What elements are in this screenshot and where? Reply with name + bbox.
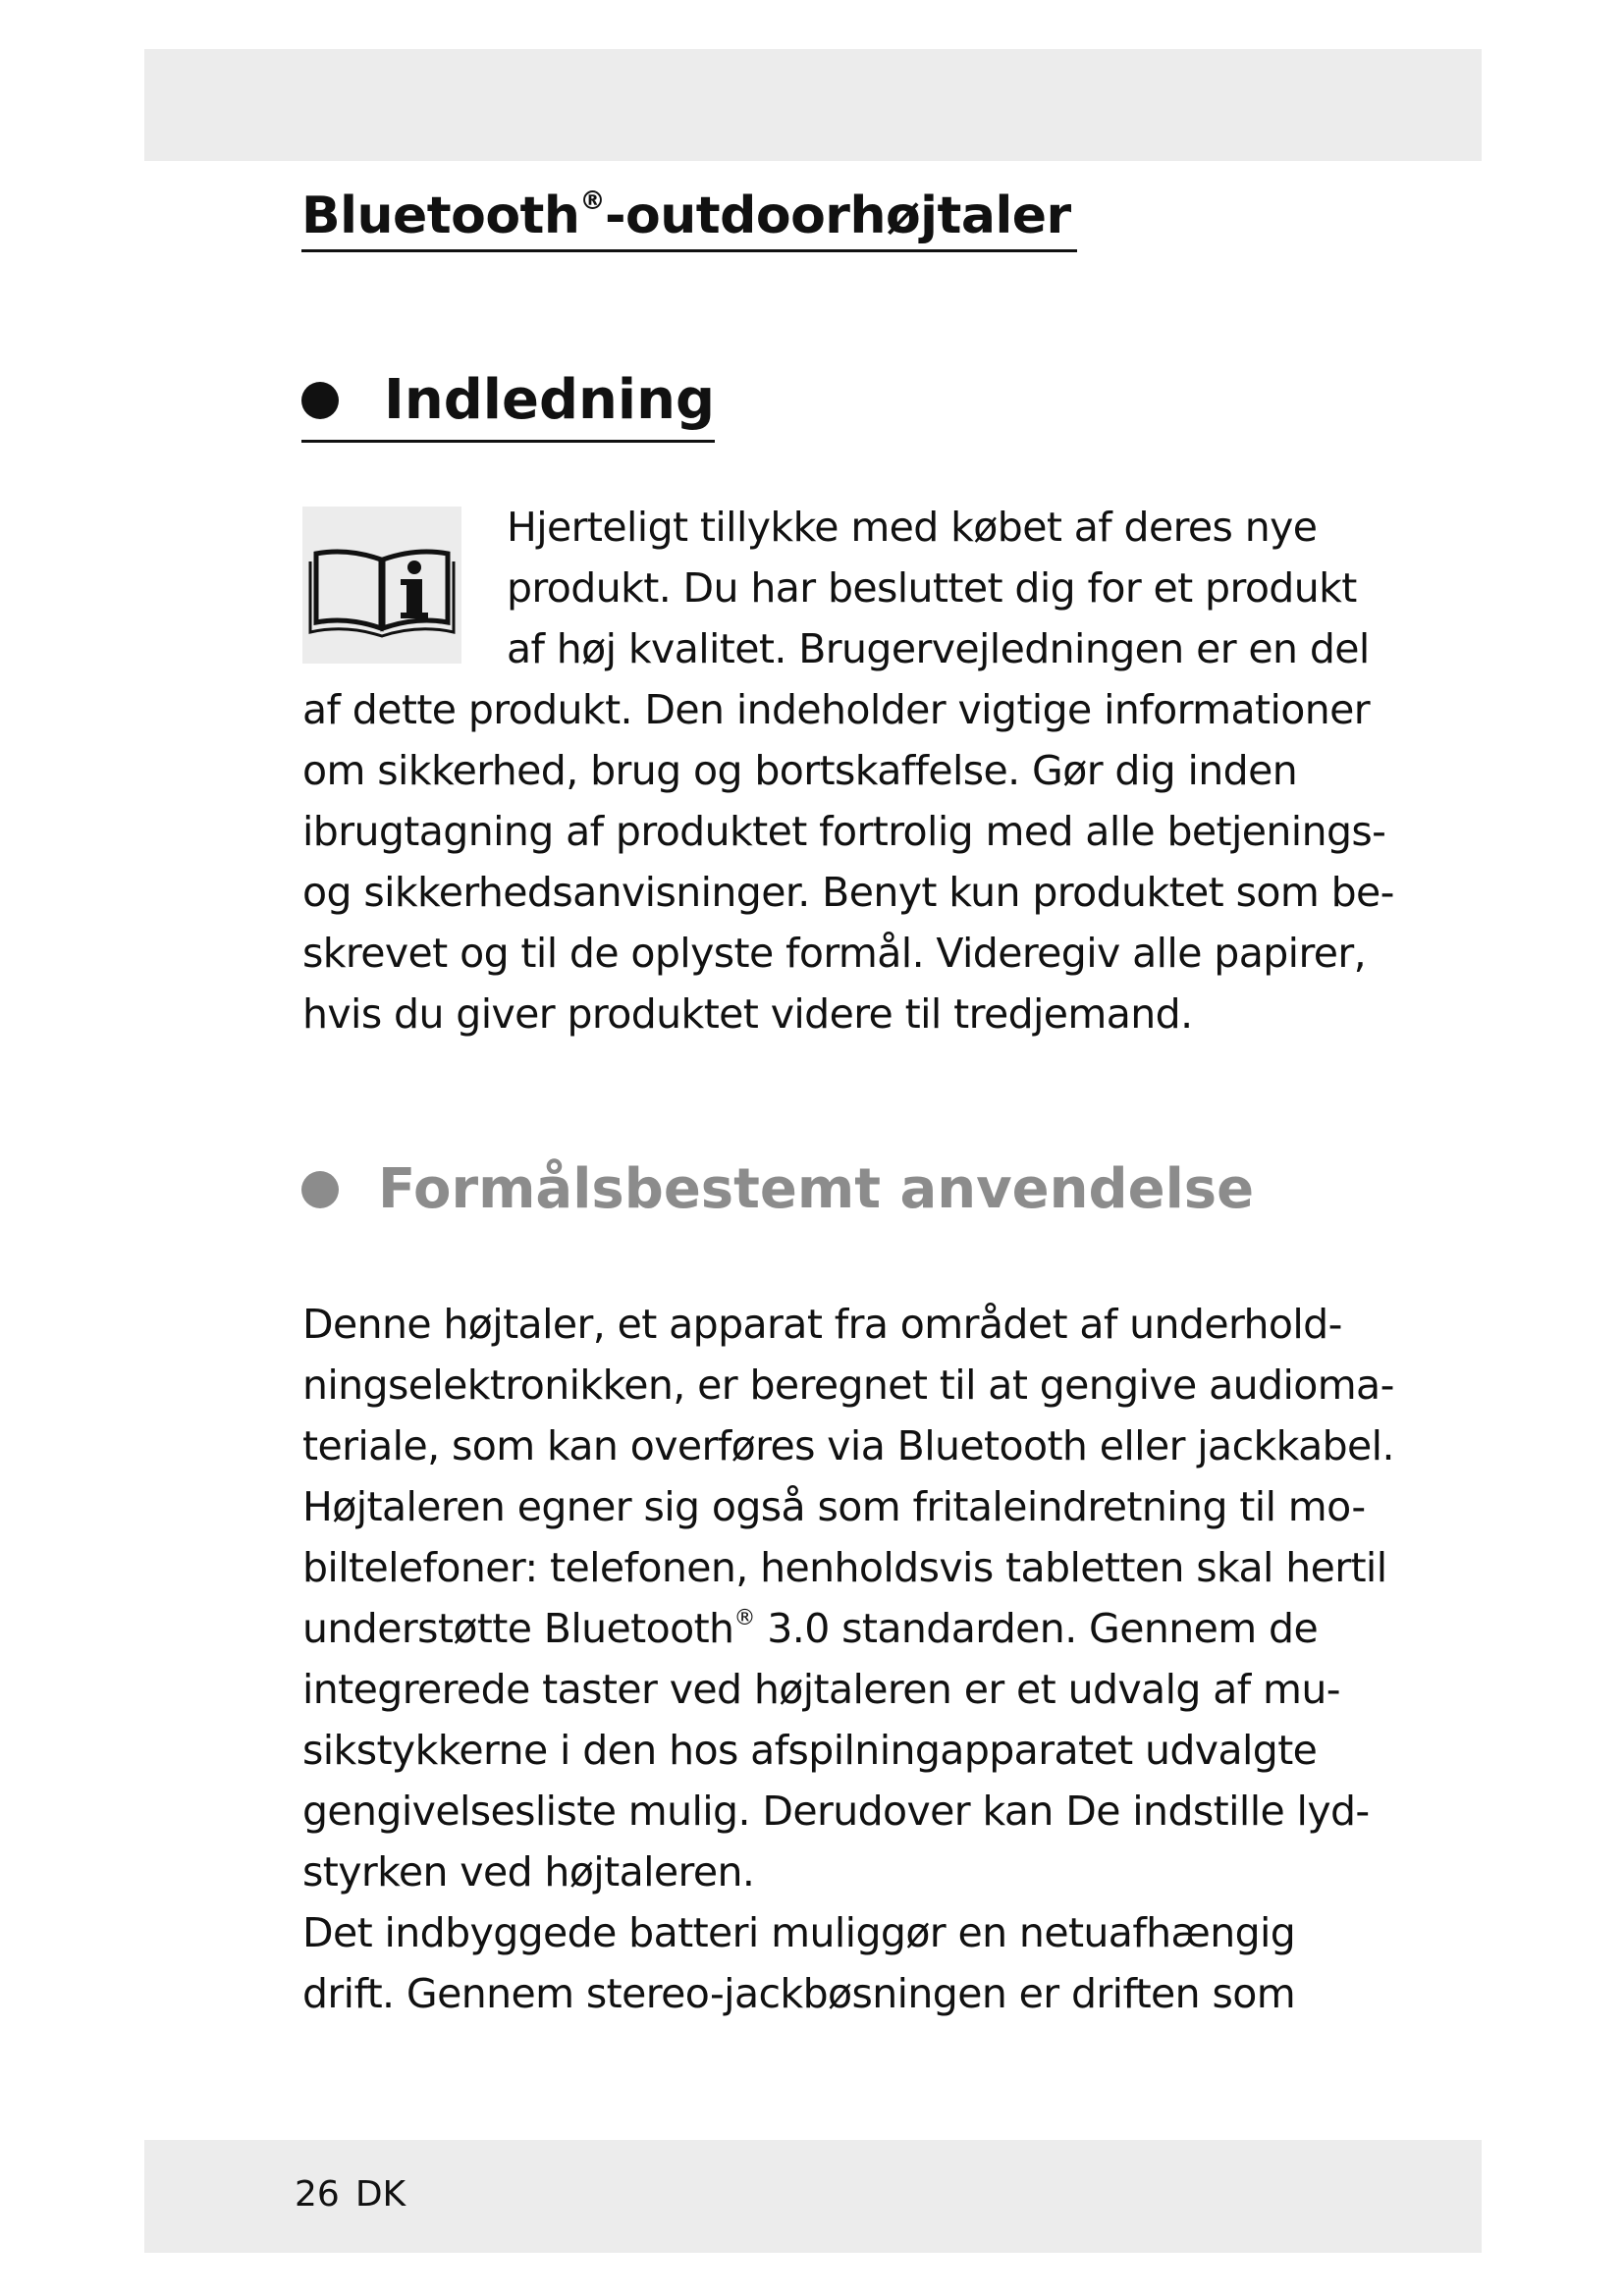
bullet-icon bbox=[301, 382, 339, 419]
section-heading-text: Indledning bbox=[384, 368, 716, 432]
text-fragment: 3.0 standarden. Gennem de bbox=[754, 1605, 1319, 1652]
text-line: produkt. Du har besluttet dig for et produkt bbox=[507, 564, 1357, 612]
text-fragment: understøtte Bluetooth bbox=[302, 1605, 734, 1652]
text-line: Det indbyggede batteri muliggør en netuafhængig bbox=[302, 1909, 1296, 1956]
language-code: DK bbox=[354, 2174, 406, 2215]
text-line: ibrugtagning af produktet fortrolig med alle betjenings- bbox=[302, 808, 1386, 855]
text-line: og sikkerhedsanvisninger. Benyt kun produktet som be- bbox=[302, 869, 1394, 916]
introduction-text bbox=[302, 497, 1394, 1044]
header-band bbox=[144, 49, 1482, 161]
text-line: ningselektronikken, er beregnet til at gengive audioma- bbox=[302, 1362, 1394, 1409]
page-number: 26 bbox=[295, 2174, 340, 2215]
text-line: drift. Gennem stereo-jackbøsningen er driften som bbox=[302, 1970, 1296, 2017]
text-line: sikstykkerne i den hos afspilningapparatet udvalgte bbox=[302, 1727, 1318, 1774]
text-line: Hjerteligt tillykke med købet af deres nye bbox=[507, 504, 1318, 551]
text-line: styrken ved højtaleren. bbox=[302, 1848, 755, 1896]
section-heading-introduction bbox=[301, 365, 715, 443]
page-footer bbox=[295, 2175, 406, 2215]
text-line: teriale, som kan overføres via Bluetooth eller jackkabel. bbox=[302, 1422, 1394, 1469]
document-title bbox=[301, 183, 1077, 252]
bullet-icon bbox=[301, 1171, 339, 1208]
text-line bbox=[302, 1598, 1363, 1659]
text-line: hvis du giver produktet videre til tredjemand. bbox=[302, 990, 1193, 1038]
text-line: gengivelsesliste mulig. Derudover kan De indstille lyd- bbox=[302, 1788, 1370, 1835]
text-line: biltelefoner: telefonen, henholdsvis tabletten skal hertil bbox=[302, 1544, 1387, 1591]
text-line: om sikkerhed, brug og bortskaffelse. Gør dig inden bbox=[302, 747, 1298, 794]
text-line: Denne højtaler, et apparat fra området af underhold- bbox=[302, 1301, 1342, 1348]
section-heading-text: Formålsbestemt anvendelse bbox=[378, 1157, 1255, 1221]
text-line: Højtaleren egner sig også som fritaleindretning til mo- bbox=[302, 1483, 1366, 1530]
text-line: integrerede taster ved højtaleren er et udvalg af mu- bbox=[302, 1666, 1340, 1713]
title-main: Bluetooth bbox=[301, 187, 580, 245]
registered-mark: ® bbox=[733, 1606, 755, 1630]
intended-use-text bbox=[302, 1294, 1394, 2024]
text-line: skrevet og til de oplyste formål. Videregiv alle papirer, bbox=[302, 930, 1367, 977]
text-line: af høj kvalitet. Brugervejledningen er en del bbox=[507, 625, 1370, 672]
title-rest: -outdoorhøjtaler bbox=[604, 187, 1071, 245]
registered-mark: ® bbox=[579, 187, 605, 216]
section-heading-intended-use bbox=[301, 1154, 1254, 1225]
text-line: af dette produkt. Den indeholder vigtige informationer bbox=[302, 686, 1370, 733]
